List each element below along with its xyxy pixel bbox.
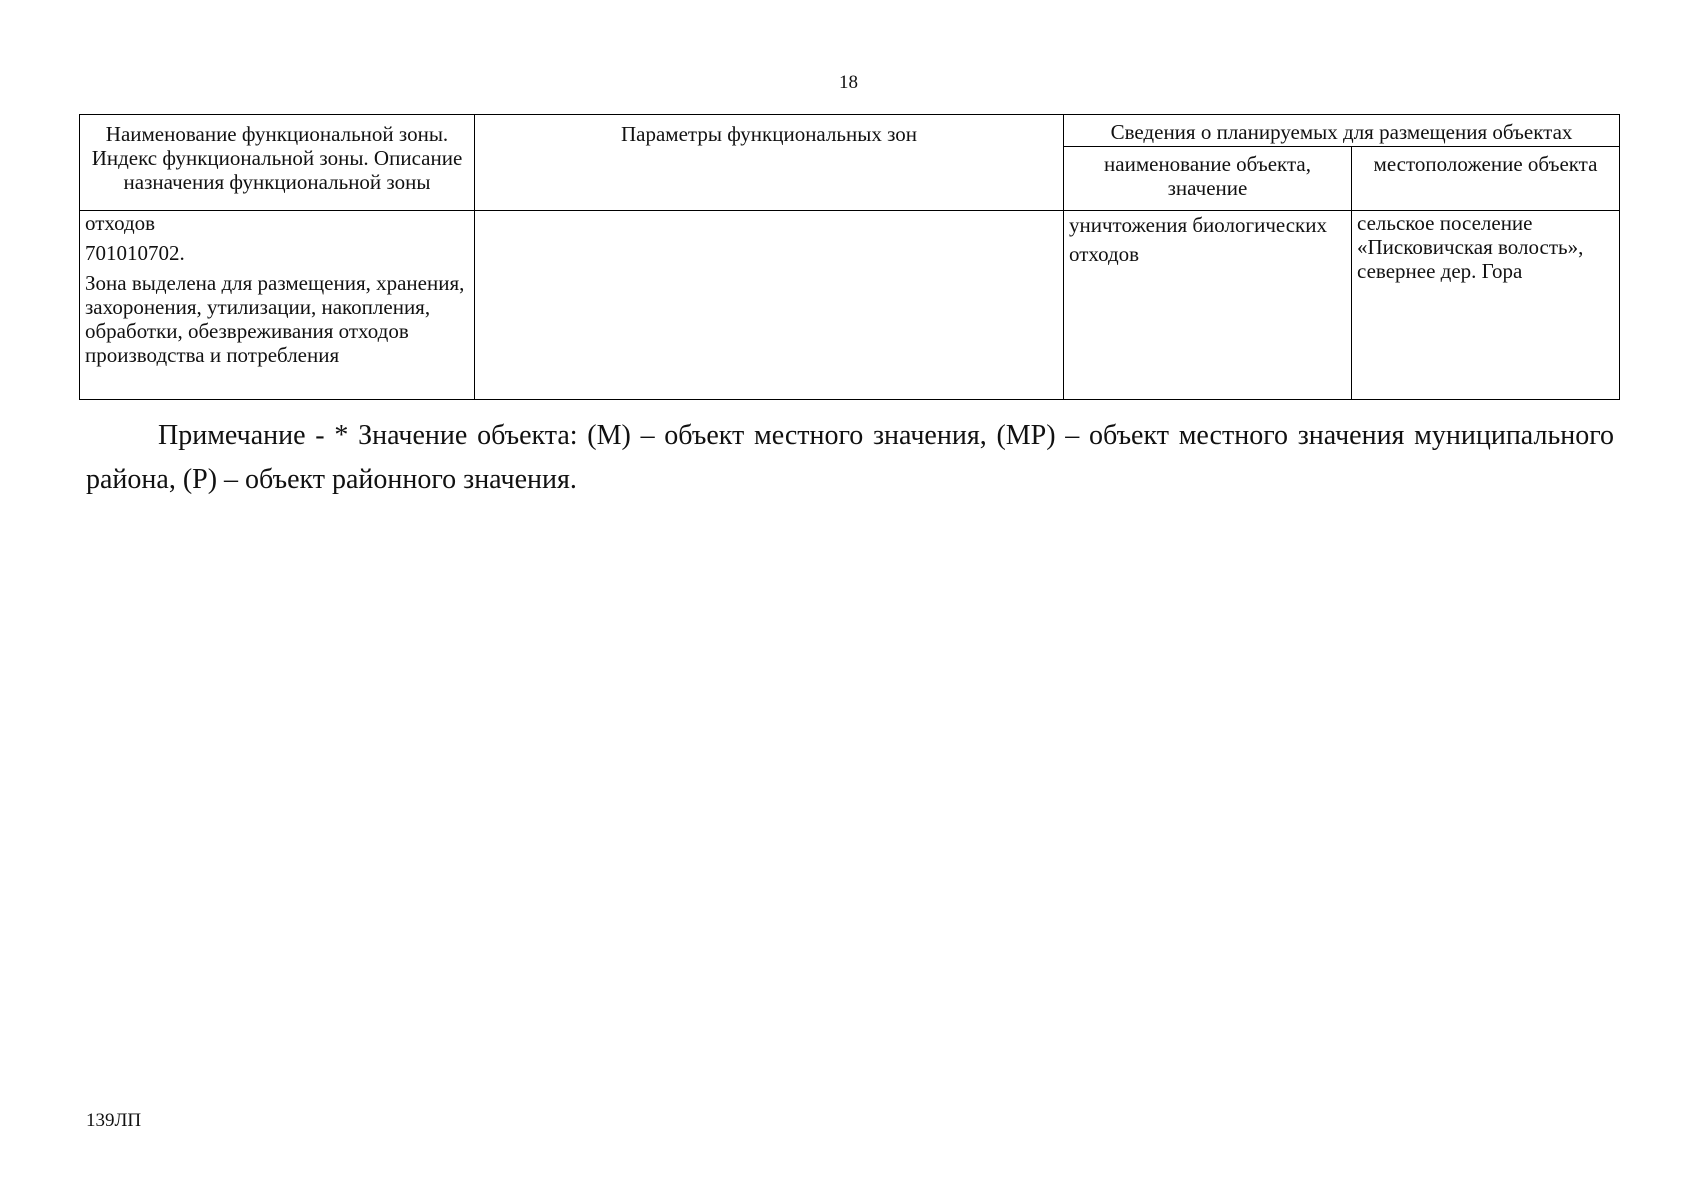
object-location: сельское поселение «Писковичская волость», севернее дер. Гора <box>1357 211 1584 283</box>
cell-zone <box>80 211 475 400</box>
header-params: Параметры функциональных зон <box>475 115 1064 211</box>
document-code: 139ЛП <box>86 1110 142 1131</box>
cell-object-name <box>1064 211 1352 400</box>
functional-zones-table <box>79 114 1620 400</box>
cell-params <box>475 211 1064 400</box>
table-header-row <box>80 115 1620 147</box>
cell-object-location <box>1352 211 1620 400</box>
header-object-name: наименование объекта, значение <box>1064 147 1352 211</box>
zone-name-tail: отходов <box>85 211 156 235</box>
header-objects-group: Сведения о планируемых для размещения объектах <box>1064 115 1620 147</box>
zone-description: Зона выделена для размещения, хранения, захоронения, утилизации, накопления, обработки, обезвреживания отходов производства и потребления <box>85 271 465 367</box>
table-row <box>80 211 1620 400</box>
header-zone: Наименование функциональной зоны. Индекс функциональной зоны. Описание назначения функциональной зоны <box>80 115 475 211</box>
object-name: уничтожения биологических отходов <box>1069 213 1327 266</box>
page-number: 18 <box>839 72 858 93</box>
zone-index: 701010702. <box>85 241 185 265</box>
footnote: Примечание - * Значение объекта: (М) – объект местного значения, (МР) – объект местного значения муниципального района, (Р) – объект районного значения. <box>86 420 1614 495</box>
header-object-location: местоположение объекта <box>1352 147 1620 211</box>
